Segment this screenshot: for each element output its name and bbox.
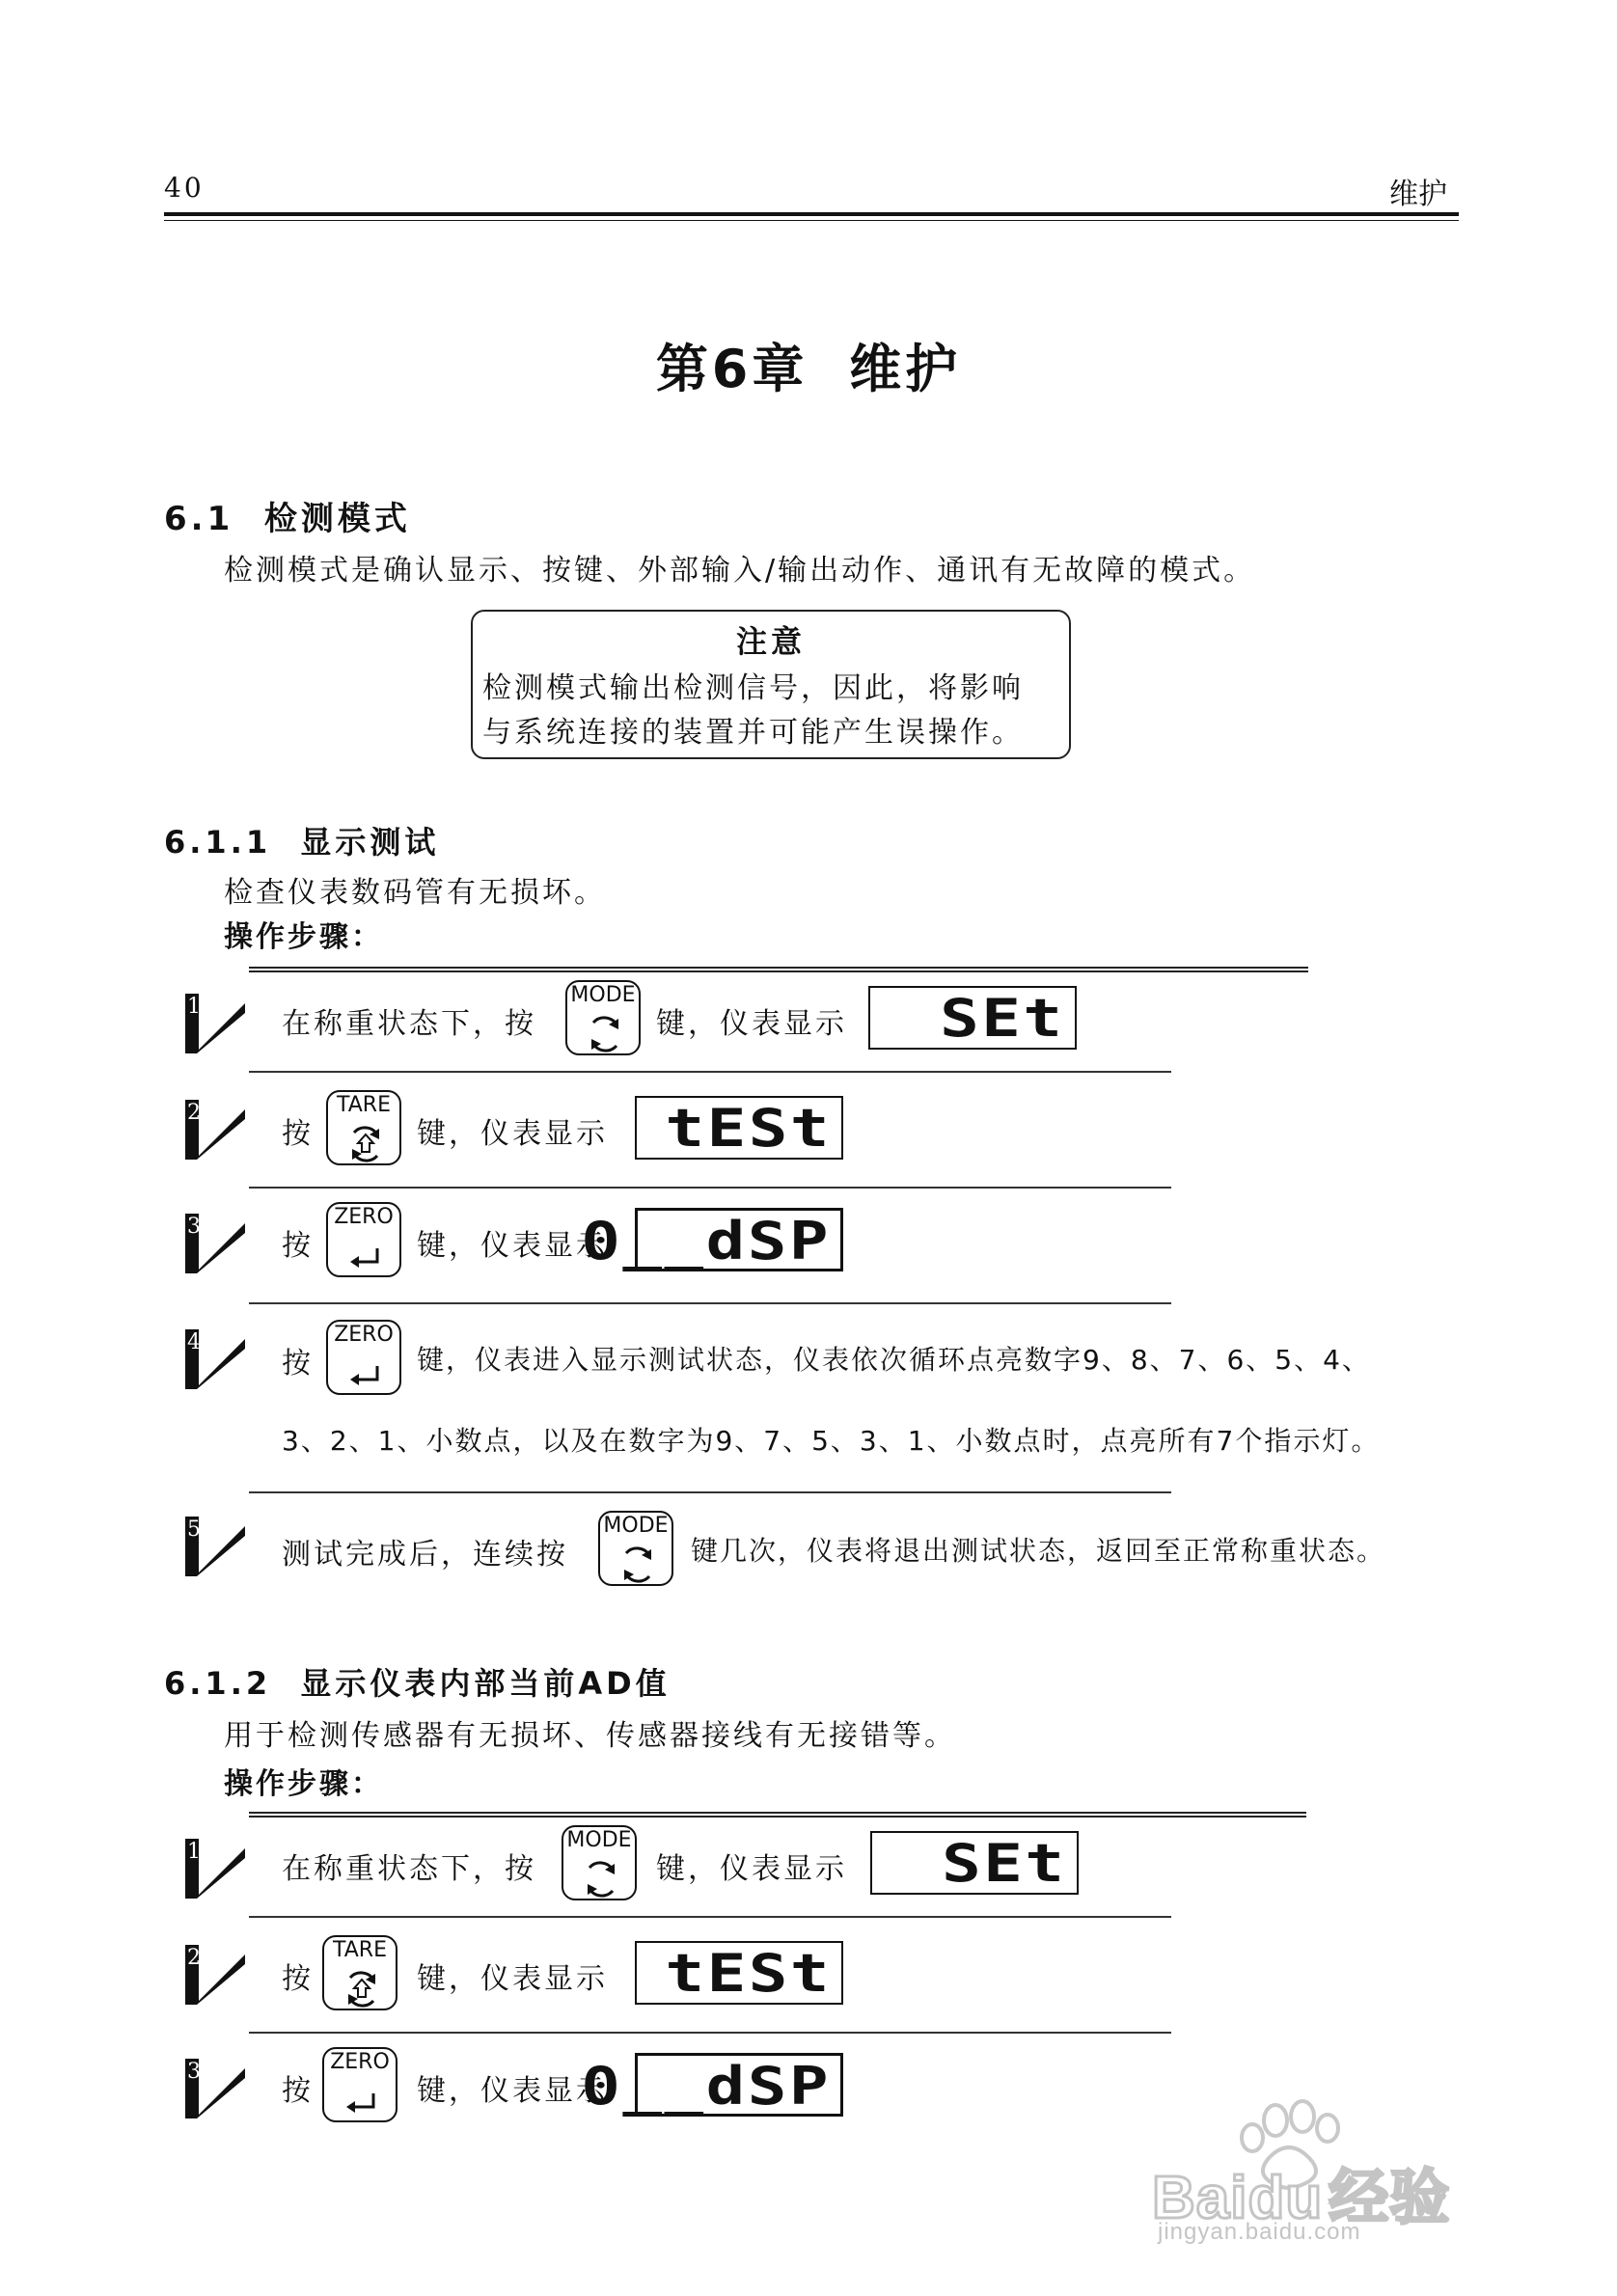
subsection-title: 显示测试 <box>300 824 440 861</box>
section-title: 检测模式 <box>263 500 411 538</box>
enter-icon <box>346 1354 385 1393</box>
step-badge <box>185 1214 245 1277</box>
key-label: TARE <box>337 1093 391 1117</box>
note-line: 与系统连接的装置并可能产生误操作。 <box>482 716 1024 750</box>
lcd-display <box>868 986 1077 1050</box>
step-number: 3 <box>187 2060 201 2084</box>
watermark-url: jingyan.baidu.com <box>1158 2219 1361 2245</box>
watermark-brand-cn: 经验 <box>1329 2165 1451 2231</box>
lcd-text: SEt <box>940 988 1065 1049</box>
note-line: 检测模式输出检测信号，因此，将影响 <box>482 671 1024 705</box>
step-text-post: 键，仪表显示 <box>656 1852 847 1886</box>
subsection-heading-612 <box>164 1659 671 1704</box>
lcd-display <box>635 1096 843 1160</box>
step-badge <box>185 1329 245 1393</box>
cycle-icon <box>586 1015 624 1053</box>
step-number: 2 <box>187 1946 201 1970</box>
step-text-pre: 在称重状态下，按 <box>282 1852 536 1886</box>
step-separator <box>249 1187 1171 1189</box>
step-number: 1 <box>187 1840 201 1864</box>
key-label: TARE <box>333 1938 387 1962</box>
steps-top-rule <box>249 1812 1306 1818</box>
lcd-display <box>870 1831 1079 1895</box>
section-intro: 检测模式是确认显示、按键、外部输入/输出动作、通讯有无故障的模式。 <box>224 554 1256 588</box>
step-separator <box>249 2032 1171 2034</box>
step-text-pre: 按 <box>282 2074 314 2108</box>
step-number: 4 <box>187 1330 201 1354</box>
step-text-post: 键几次，仪表将退出测试状态，返回至正常称重状态。 <box>691 1535 1386 1567</box>
lcd-text: 0__dSP <box>581 2056 831 2117</box>
tare-up-cycle-icon <box>346 1125 385 1163</box>
step-text-post: 键，仪表显示 <box>417 1117 608 1151</box>
step-text-post: 键，仪表显示 <box>417 1229 608 1263</box>
step-badge <box>185 1100 245 1163</box>
step-text-pre: 按 <box>282 1962 314 1996</box>
subsection-heading-611 <box>164 818 439 862</box>
key-label: ZERO <box>334 1205 394 1229</box>
step-separator <box>249 1491 1171 1493</box>
subsection-title: 显示仪表内部当前AD值 <box>300 1665 671 1702</box>
note-box <box>471 610 1071 759</box>
key-label: MODE <box>566 1828 632 1852</box>
running-title: 维护 <box>1389 178 1447 211</box>
step-text-post: 键，仪表进入显示测试状态，仪表依次循环点亮数字9、8、7、6、5、4、 <box>417 1344 1371 1376</box>
tare-key-button[interactable] <box>326 1090 401 1165</box>
step-badge <box>185 1839 245 1902</box>
step-badge <box>185 994 245 1057</box>
enter-icon <box>346 1237 385 1275</box>
step-text-pre: 在称重状态下，按 <box>282 1007 536 1041</box>
key-label: ZERO <box>334 1323 394 1347</box>
step-separator <box>249 1302 1171 1304</box>
tare-key-button[interactable] <box>322 1935 397 2010</box>
subsection-desc: 检查仪表数码管有无损坏。 <box>224 876 606 910</box>
key-label: MODE <box>603 1514 669 1538</box>
cycle-icon <box>582 1860 620 1899</box>
key-label: ZERO <box>330 2050 390 2074</box>
step-text-pre: 按 <box>282 1117 314 1151</box>
subsection-desc: 用于检测传感器有无损坏、传感器接线有无接错等。 <box>224 1719 956 1753</box>
header-rule-thin <box>164 220 1459 221</box>
step-badge <box>185 1945 245 2009</box>
cycle-icon <box>618 1545 657 1584</box>
step-text-post: 键，仪表显示 <box>417 2074 608 2108</box>
mode-key-button[interactable] <box>598 1511 673 1586</box>
step-number: 2 <box>187 1101 201 1125</box>
lcd-text: 0__dSP <box>581 1211 831 1271</box>
step-text-pre: 按 <box>282 1347 314 1380</box>
section-heading <box>164 492 411 539</box>
lcd-display <box>635 1941 843 2005</box>
steps-label: 操作步骤： <box>224 1767 383 1801</box>
zero-key-button[interactable] <box>326 1202 401 1277</box>
mode-key-button[interactable] <box>562 1825 637 1900</box>
step-separator <box>249 1071 1171 1073</box>
enter-icon <box>343 2082 381 2120</box>
step-badge <box>185 1517 245 1580</box>
step-text-post: 键，仪表显示 <box>656 1007 847 1041</box>
baidu-watermark <box>1144 2099 1530 2244</box>
zero-key-button[interactable] <box>322 2047 397 2122</box>
step-text-pre: 按 <box>282 1229 314 1263</box>
key-label: MODE <box>570 983 636 1007</box>
page-number: 40 <box>164 172 205 204</box>
step-number: 1 <box>187 995 201 1019</box>
step-number: 3 <box>187 1215 201 1239</box>
step-number: 5 <box>187 1517 201 1542</box>
lcd-text: tESt <box>665 1098 832 1159</box>
step-text-continued: 3、2、1、小数点，以及在数字为9、7、5、3、1、小数点时，点亮所有7个指示灯。 <box>282 1425 1381 1457</box>
lcd-text: tESt <box>665 1943 832 2004</box>
lcd-text: SEt <box>942 1833 1067 1894</box>
lcd-display <box>581 1208 843 1271</box>
step-separator <box>249 1916 1171 1918</box>
chapter-title: 第6章 维护 <box>655 339 962 399</box>
zero-key-button[interactable] <box>326 1320 401 1395</box>
mode-key-button[interactable] <box>565 980 641 1055</box>
step-badge <box>185 2059 245 2122</box>
steps-label: 操作步骤： <box>224 920 383 954</box>
header-rule <box>164 212 1459 216</box>
note-title: 注意 <box>735 623 806 660</box>
lcd-display <box>581 2053 843 2117</box>
subsection-number: 6.1.2 <box>164 1665 272 1702</box>
subsection-number: 6.1.1 <box>164 824 272 861</box>
step-text-post: 键，仪表显示 <box>417 1962 608 1996</box>
step-text-pre: 测试完成后，连续按 <box>282 1538 568 1572</box>
tare-up-cycle-icon <box>343 1970 381 2009</box>
steps-top-rule <box>249 967 1308 972</box>
section-number: 6.1 <box>164 500 234 538</box>
watermark-brand-a: Bai <box>1152 2165 1248 2231</box>
watermark-brand-b: du <box>1247 2165 1324 2231</box>
